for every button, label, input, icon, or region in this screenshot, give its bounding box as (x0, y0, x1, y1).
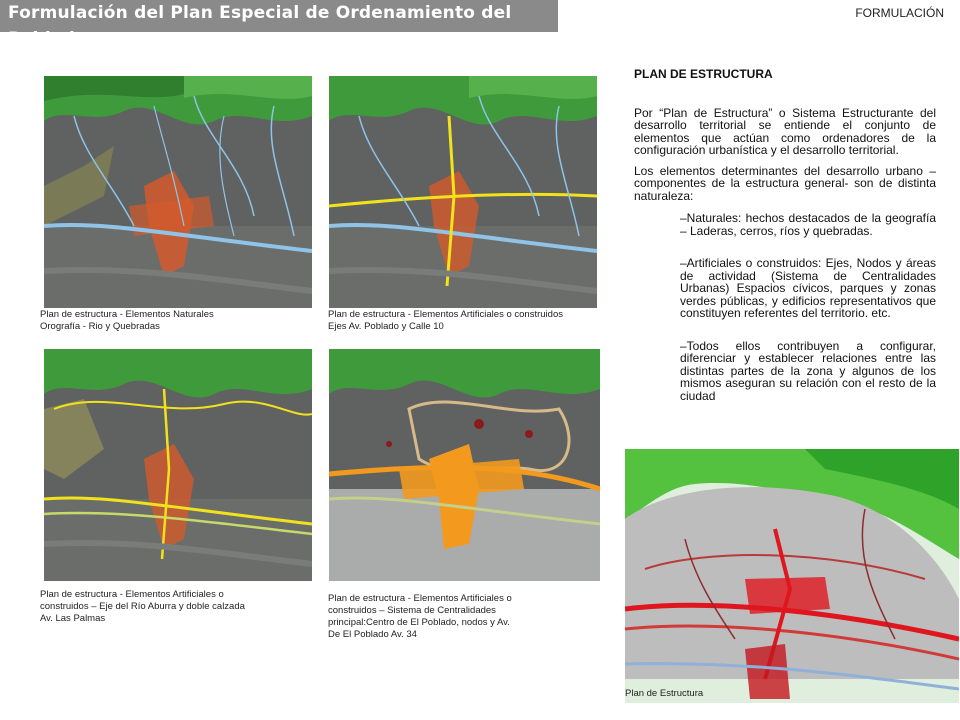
map-natural-elements (44, 76, 312, 308)
text-column (634, 68, 936, 414)
map-centralities (329, 349, 600, 581)
map-river-axis (44, 349, 312, 581)
map-axes-poblado (329, 76, 597, 308)
bullet-artificial: –Artificiales o construidos: Ejes, Nodos y áreas de actividad (Sistema de Centralidades Urbanas) Espacios cívicos, parques y zonas verdes públicas, y edificios representativos que constituyen referentes del territorio. etc. (680, 256, 936, 320)
map-natural-caption: Plan de estructura - Elementos Naturales Orografía - Rio y Quebradas (40, 309, 214, 332)
map-structure-caption: Plan de Estructura (625, 688, 704, 699)
map-axes-caption: Plan de estructura - Elementos Artificiales o construidos Ejes Av. Poblado y Calle 10 (328, 309, 563, 332)
section-heading: PLAN DE ESTRUCTURA (634, 67, 773, 81)
bullet-relations: –Todos ellos contribuyen a configurar, diferenciar y establecer relaciones entre las distintas partes de la zona y algunos de los mismos aseguran su relación con el resto de la ciudad (680, 338, 936, 403)
paragraph-definition: Por “Plan de Estructura” o Sistema Estructurante del desarrollo territorial se entiende el conjunto de elementos que actúan como ordenadores de la configuración urbanística y el desarrollo territorial. (634, 105, 936, 157)
section-label: FORMULACIÓN (855, 6, 944, 20)
map-structure-plan (625, 449, 959, 703)
map-river-caption: Plan de estructura - Elementos Artificiales o construidos – Eje del Río Aburra y doble calzada Av. Las Palmas (40, 589, 245, 624)
bullet-natural: –Naturales: hechos destacados de la geografía – Laderas, cerros, ríos y quebradas. (680, 211, 936, 238)
page-title: Formulación del Plan Especial de Ordenamiento del Poblado (0, 0, 558, 32)
map-centralities-caption: Plan de estructura - Elementos Artificiales o construidos – Sistema de Centralidades principal:Centro de El Poblado, nodos y Av. De El Poblado Av. 34 (328, 593, 512, 640)
paragraph-elements: Los elementos determinantes del desarrollo urbano –componentes de la estructura general- son de distinta naturaleza: (634, 163, 936, 203)
